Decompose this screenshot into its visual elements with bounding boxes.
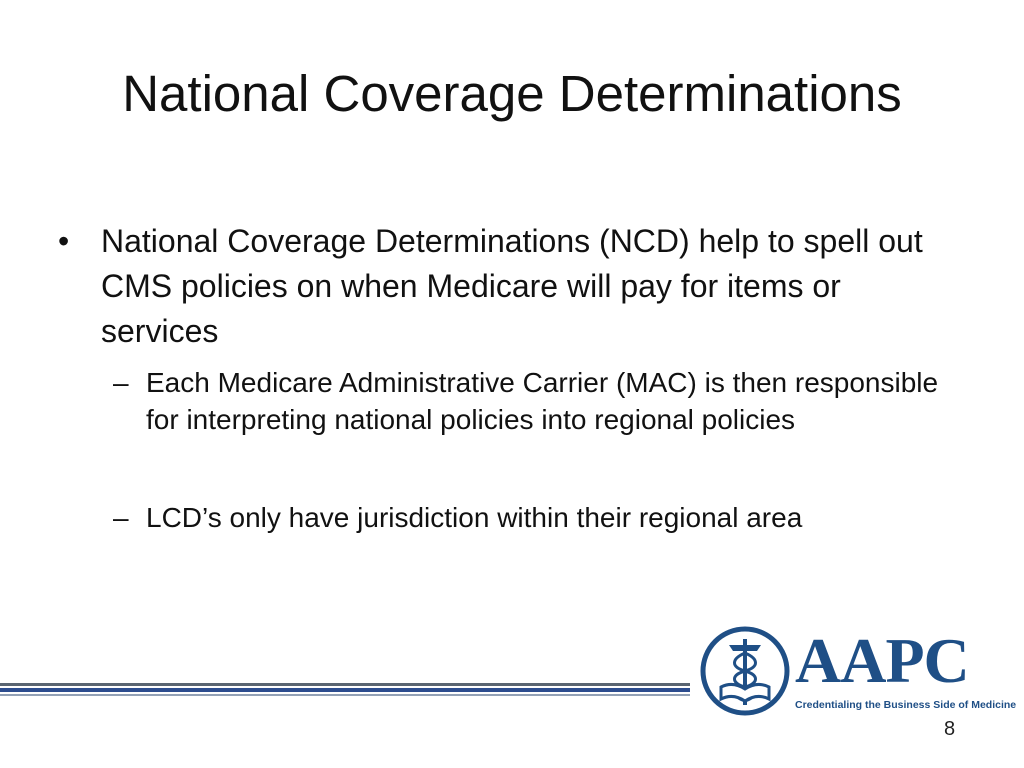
slide-title: National Coverage Determinations <box>122 65 902 122</box>
sub-bullet-item <box>113 499 953 536</box>
sub-bullet-item <box>113 364 953 438</box>
sub-bullet-marker: – <box>113 367 129 398</box>
bullet-text: National Coverage Determinations (NCD) help to spell out CMS policies on when Medicare will pay for items or services <box>101 223 923 349</box>
sub-bullet-text: Each Medicare Administrative Carrier (MAC) is then responsible for interpreting national policies into regional policies <box>146 367 939 435</box>
logo-tagline: Credentialing the Business Side of Medicine <box>795 699 1017 711</box>
bullet-marker: • <box>58 223 70 259</box>
bullet-item <box>58 219 958 354</box>
footer-rule <box>0 683 690 686</box>
footer-rule <box>0 688 690 692</box>
sub-bullet-marker: – <box>113 502 129 533</box>
sub-bullet-text: LCD’s only have jurisdiction within their regional area <box>146 502 803 533</box>
aapc-logo <box>695 621 1017 721</box>
page-number: 8 <box>944 718 956 740</box>
caduceus-emblem-icon <box>699 623 791 719</box>
footer-rule <box>0 694 690 696</box>
logo-wordmark: AAPC <box>795 625 969 696</box>
